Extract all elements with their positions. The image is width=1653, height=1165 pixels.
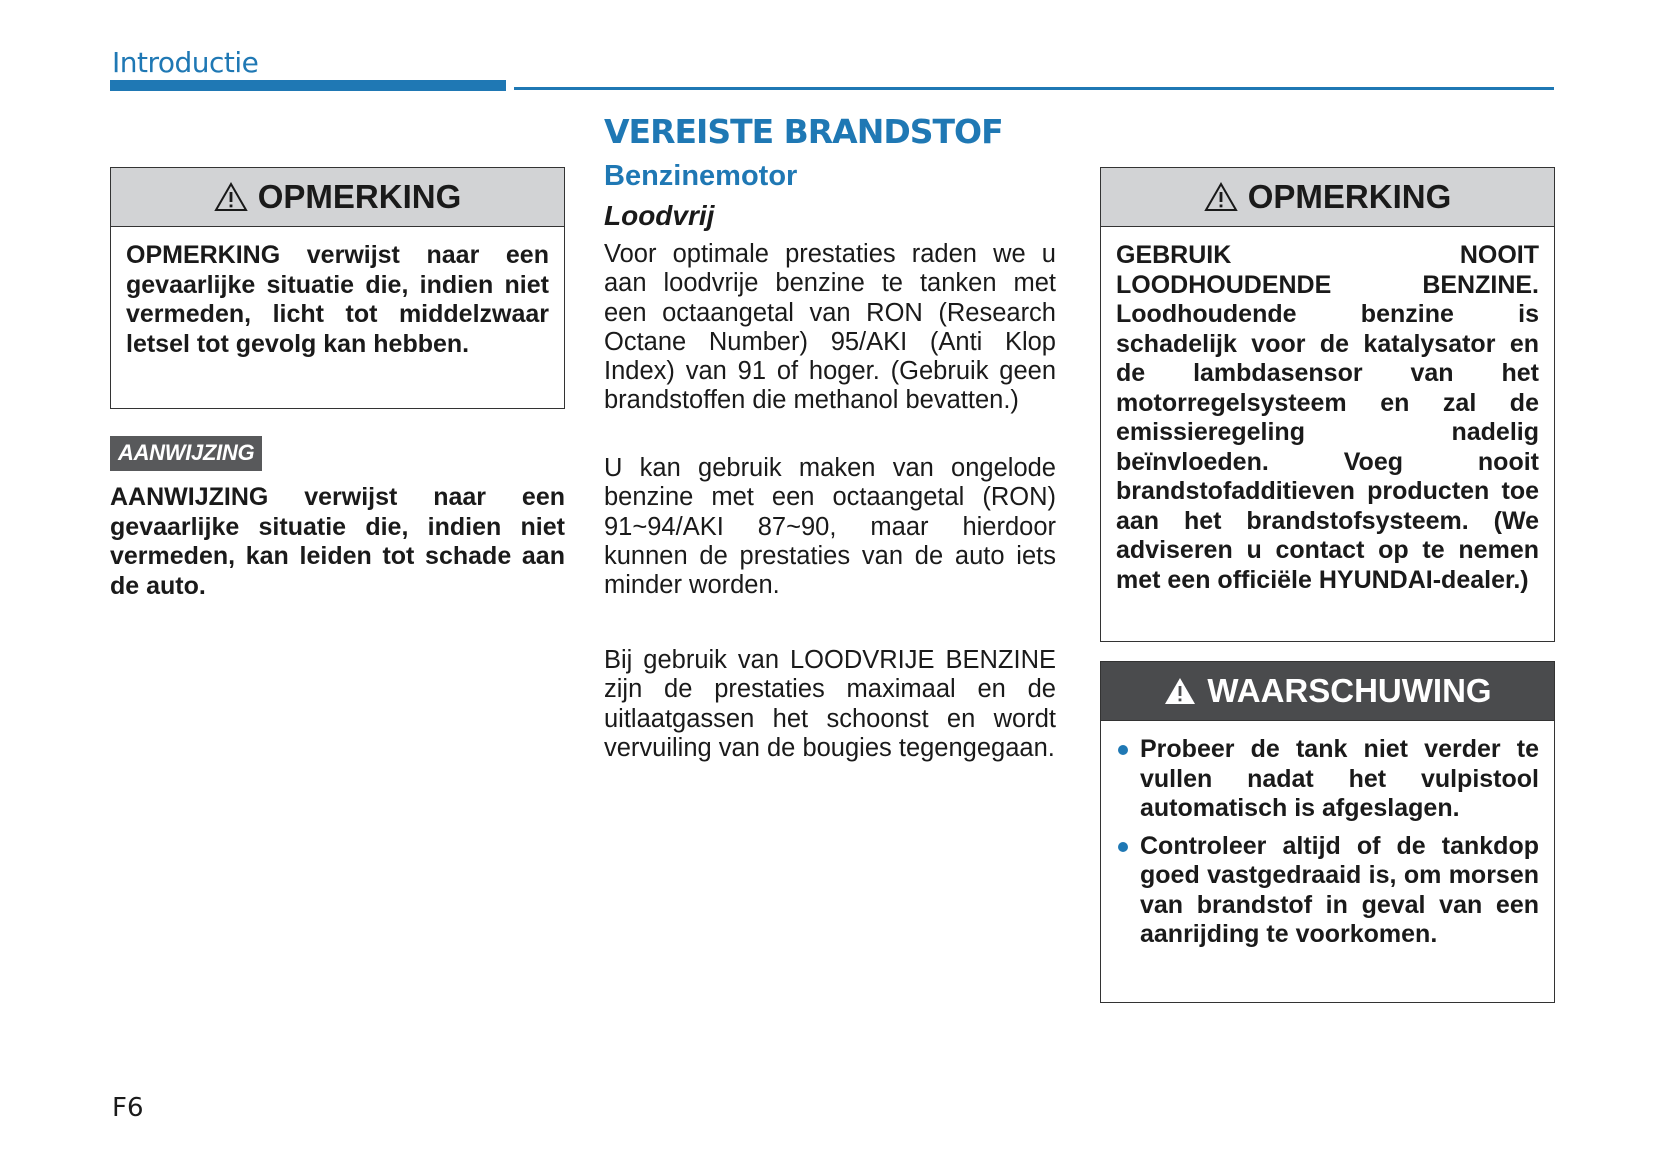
notice-title: OPMERKING [257, 178, 462, 215]
paragraph-2: U kan gebruik maken van ongelode benzine met een octaangetal (RON) 91~94/AKI 87~90, maar hierdoor kunnen de prestaties van de auto iets minder worden. [604, 454, 1056, 600]
warning-list [1116, 735, 1539, 950]
paragraph-3: Bij gebruik van LOODVRIJE BENZINE zijn de prestaties maximaal en de uitlaatgassen het schoonst en wordt vervuiling van de bougies tegengegaan. [604, 646, 1056, 762]
page-number: F6 [112, 1093, 144, 1123]
warning-body [1101, 721, 1554, 970]
header-rule-thick [110, 80, 506, 91]
section-header: Introductie [112, 46, 259, 79]
paragraph-1: Voor optimale prestaties raden we u aan loodvrije benzine te tanken met een octaangetal van RON (Research Octane Number) 95/AKI (Anti Klop Index) van 91 of hoger. (Gebruik geen brandstoffen die methanol bevatten.) [604, 240, 1056, 415]
caution-triangle-icon [1204, 182, 1238, 212]
warning-title: WAARSCHUWING [1207, 672, 1492, 709]
subsubsection-title: Loodvrij [604, 200, 715, 231]
subsection-title: Benzinemotor [604, 160, 798, 192]
warning-item: Probeer de tank niet verder te vullen nadat het vulpistool automatisch is afgeslagen. [1116, 735, 1539, 824]
notice-box-right [1100, 167, 1555, 642]
warning-box [1100, 661, 1555, 1003]
hint-text: AANWIJZING verwijst naar een gevaarlijke situatie die, indien niet vermeden, kan leiden tot schade aan de auto. [110, 483, 565, 600]
caution-triangle-icon [214, 182, 248, 212]
section-title: VEREISTE BRANDSTOF [604, 112, 1003, 151]
notice-text: OPMERKING verwijst naar een gevaarlijke situatie die, indien niet vermeden, licht tot middelzwaar letsel tot gevolg kan hebben. [126, 241, 549, 358]
notice-header [1101, 168, 1554, 227]
notice-box-left [110, 167, 565, 409]
notice-text: GEBRUIK NOOIT LOODHOUDENDE BENZINE. Loodhoudende benzine is schadelijk voor de katalysator en de lambdasensor van het motorregelsysteem en zal de emissieregeling nadelig beïnvloeden. Voeg nooit brandstofadditieven producten toe aan het brandstofsysteem. (We adviseren u contact op te nemen met een officiële HYUNDAI-dealer.) [1116, 241, 1539, 594]
warning-header [1101, 662, 1554, 721]
warning-item: Controleer altijd of de tankdop goed vastgedraaid is, om morsen van brandstof in geval van een aanrijding te voorkomen. [1116, 832, 1539, 950]
hint-tag: AANWIJZING [110, 436, 262, 471]
notice-header [111, 168, 564, 227]
header-rule-thin [514, 87, 1554, 90]
warning-triangle-icon [1163, 676, 1197, 706]
notice-title: OPMERKING [1247, 178, 1452, 215]
